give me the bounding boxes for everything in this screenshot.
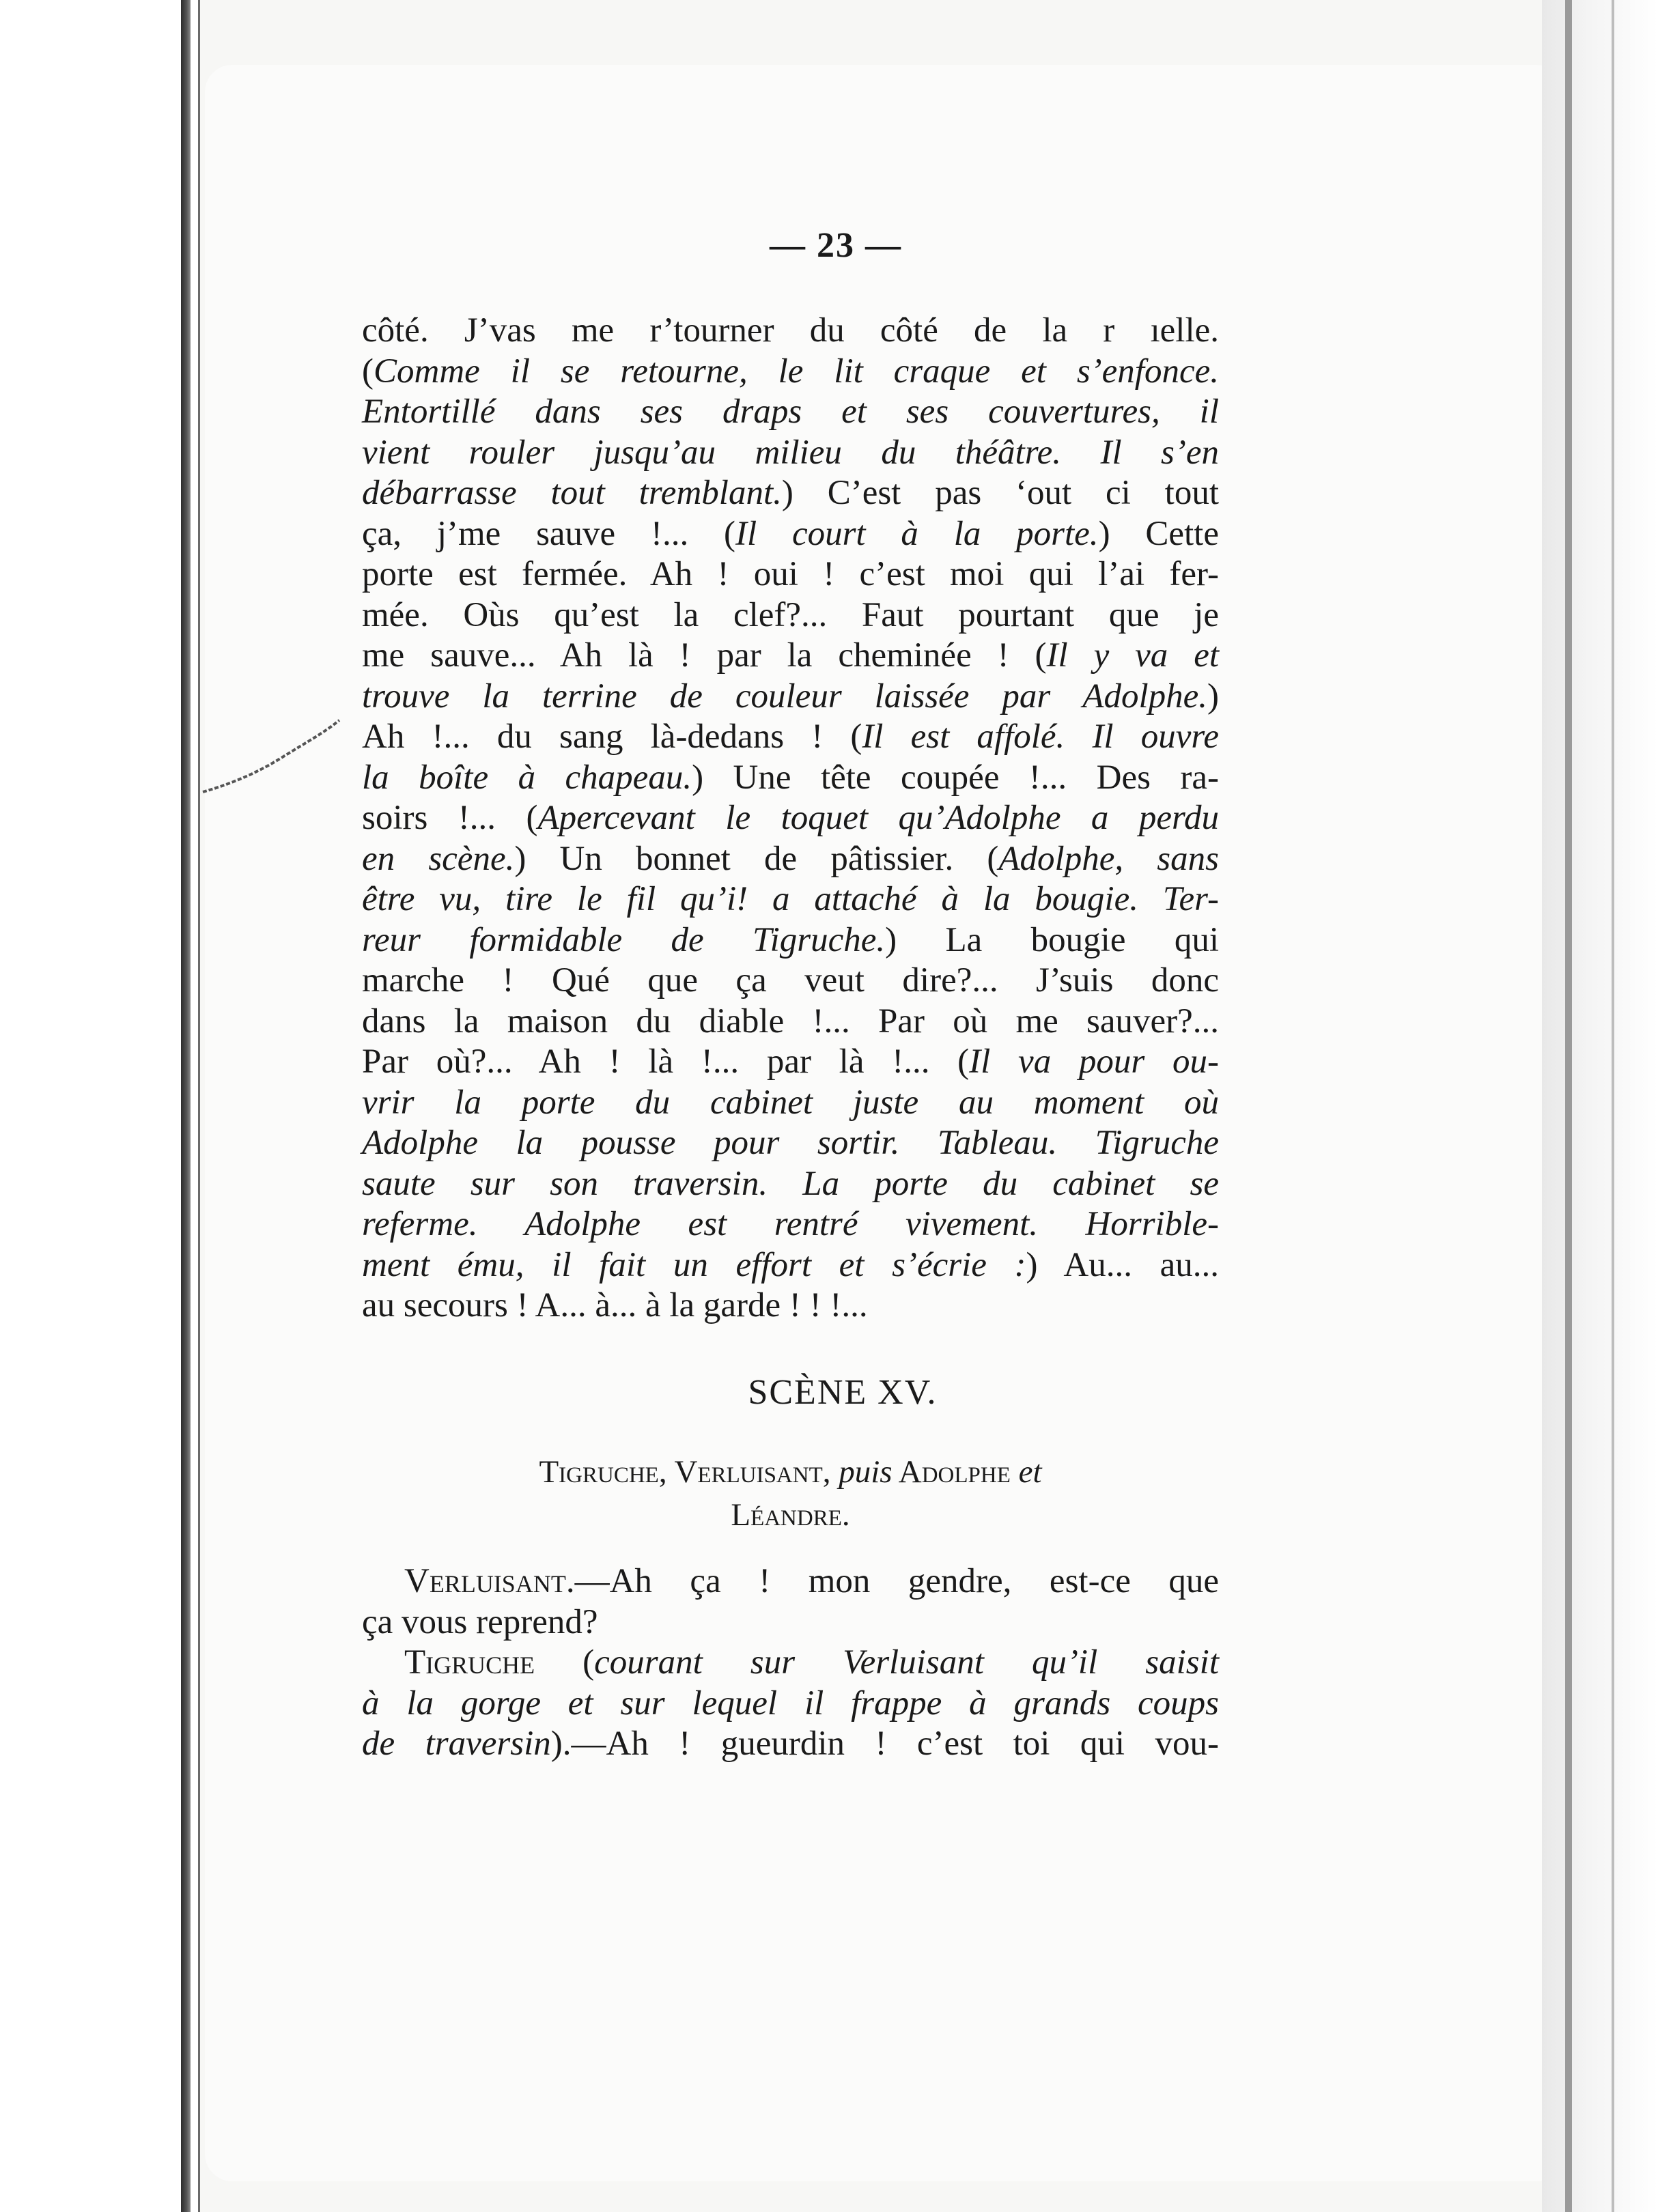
spoken-text: ).—Ah ! gueurdin ! c’est toi qui vou- xyxy=(550,1725,1219,1763)
text-line xyxy=(362,920,1219,961)
text-line xyxy=(362,1083,1219,1124)
stray-ink-mark xyxy=(199,717,343,806)
stage-direction: referme. Adolphe est rentré vivement. Horrible- xyxy=(362,1205,1219,1243)
stage-direction: Apercevant le toquet qu’Adolphe a perdu xyxy=(537,799,1219,837)
text-line xyxy=(362,554,1219,595)
stage-direction: reur formidable de Tigruche. xyxy=(362,920,886,959)
text-line xyxy=(362,433,1219,474)
stage-direction: Il est affolé. Il ouvre xyxy=(862,718,1219,756)
stage-direction: Il court à la porte. xyxy=(735,514,1099,553)
stage-direction: Adolphe, sans xyxy=(998,839,1219,878)
stage-direction: à la gorge et sur lequel il frappe à grands coups xyxy=(362,1684,1219,1722)
stage-direction: Il va pour ou- xyxy=(969,1043,1219,1081)
spoken-text: Par où?... Ah ! là !... par là !... ( xyxy=(362,1043,970,1081)
spoken-text: ) xyxy=(1207,677,1219,715)
text-line xyxy=(362,798,1219,839)
characters-line-1 xyxy=(362,1451,1219,1494)
text-line xyxy=(362,717,1219,758)
text-line xyxy=(362,473,1219,514)
stage-direction: la boîte à chapeau. xyxy=(362,758,692,797)
page-right-edge-thin xyxy=(1612,0,1614,2212)
text-line xyxy=(362,961,1219,1002)
text-line xyxy=(362,1245,1219,1286)
text-line xyxy=(362,392,1219,433)
scan-background-right xyxy=(1542,0,1658,2212)
binding-edge-thin xyxy=(198,0,200,2212)
stage-direction: vrir la porte du cabinet juste au moment où xyxy=(362,1083,1219,1122)
speaker-name: Verluisant xyxy=(404,1562,566,1600)
spoken-text: porte est fermée. Ah ! oui ! c’est moi qui l’ai fer- xyxy=(362,555,1219,593)
text-line xyxy=(362,1123,1219,1164)
spoken-text: dans la maison du diable !... Par où me sauver?... xyxy=(362,1002,1219,1040)
spoken-text: ça vous reprend? xyxy=(362,1602,598,1641)
scan-background-left xyxy=(0,0,174,2212)
characters-adolphe: Adolphe xyxy=(892,1454,1019,1490)
spoken-text: marche ! Qué que ça veut dire?... J’suis donc xyxy=(362,961,1219,999)
text-line xyxy=(362,311,1219,352)
spoken-text: ) Un bonnet de pâtissier. ( xyxy=(514,839,999,878)
text-line xyxy=(362,1002,1219,1043)
text-line xyxy=(362,839,1219,880)
text-line xyxy=(362,352,1219,393)
stage-direction: ment ému, il fait un effort et s’écrie : xyxy=(362,1245,1026,1284)
text-line xyxy=(362,595,1219,636)
spoken-text: ça, j’me sauve !... ( xyxy=(362,514,735,553)
spoken-text: ) Une tête coupée !... Des ra- xyxy=(692,758,1220,797)
text-line xyxy=(362,758,1219,799)
spoken-text: ) Cette xyxy=(1098,514,1219,553)
text-line xyxy=(362,514,1219,555)
speaker-name: Tigruche xyxy=(404,1643,535,1682)
stage-direction: saute sur son traversin. La porte du cabinet se xyxy=(362,1164,1219,1203)
stage-direction: Il y va et xyxy=(1046,636,1219,675)
text-line xyxy=(362,1042,1219,1083)
spoken-text: soirs !... ( xyxy=(362,799,538,837)
scene-title: SCÈNE XV. xyxy=(748,1373,938,1412)
characters-names: Tigruche, Verluisant, xyxy=(539,1454,839,1490)
dialogue xyxy=(362,1561,1219,1764)
spoken-text: ( xyxy=(535,1643,595,1682)
spoken-text: me sauve... Ah là ! par la cheminée ! ( xyxy=(362,636,1047,675)
stage-direction: courant sur Verluisant qu’il saisit xyxy=(594,1643,1219,1682)
spoken-text: au secours ! A... à... à la garde ! ! !... xyxy=(362,1286,868,1324)
text-line xyxy=(362,1164,1219,1205)
spoken-text: ( xyxy=(362,352,374,391)
body-text xyxy=(362,311,1219,1327)
spoken-text: mée. Oùs qu’est la clef?... Faut pourtant que je xyxy=(362,595,1219,634)
spoken-text: côté. J’vas me r’tourner du côté de la r ıelle. xyxy=(362,311,1219,350)
stage-direction: débarrasse tout tremblant. xyxy=(362,474,782,512)
stage-direction: être vu, tire le fil qu’i! a attaché à la bougie. Ter- xyxy=(362,880,1219,918)
stage-direction: vient rouler jusqu’au milieu du théâtre. Il s’en xyxy=(362,433,1219,472)
characters-et: et xyxy=(1018,1454,1042,1490)
scene-characters xyxy=(362,1451,1219,1537)
page-right-edge xyxy=(1565,0,1572,2212)
spoken-text: ) La bougie qui xyxy=(885,920,1219,959)
spoken-text: ) C’est pas ‘out ci tout xyxy=(781,474,1219,512)
spoken-text: Ah !... du sang là-dedans ! ( xyxy=(362,718,862,756)
page-number: — 23 — xyxy=(770,226,902,265)
characters-line-2: Léandre. xyxy=(731,1497,850,1533)
stage-direction: Adolphe la pousse pour sortir. Tableau. Tigruche xyxy=(362,1124,1219,1162)
spoken-text: .—Ah ça ! mon gendre, est-ce que xyxy=(565,1562,1219,1600)
text-line xyxy=(362,1642,1219,1683)
stage-direction: trouve la terrine de couleur laissée par Adolphe. xyxy=(362,677,1208,715)
text-line xyxy=(362,1561,1219,1602)
text-line xyxy=(362,1602,1219,1643)
binding-edge xyxy=(181,0,191,2212)
text-line xyxy=(362,636,1219,677)
stage-direction: Entortillé dans ses draps et ses couvertures, il xyxy=(362,393,1219,431)
stage-direction: en scène. xyxy=(362,839,515,878)
stage-direction: de traversin xyxy=(362,1725,551,1763)
text-line xyxy=(362,1723,1219,1764)
text-line xyxy=(362,677,1219,718)
text-line xyxy=(362,1204,1219,1245)
stage-direction: Comme il se retourne, le lit craque et s’enfonce. xyxy=(373,352,1219,391)
text-line xyxy=(362,879,1219,920)
characters-puis: puis xyxy=(839,1454,893,1490)
text-line xyxy=(362,1683,1219,1724)
spoken-text: ) Au... au... xyxy=(1026,1245,1219,1284)
text-line xyxy=(362,1286,1219,1327)
